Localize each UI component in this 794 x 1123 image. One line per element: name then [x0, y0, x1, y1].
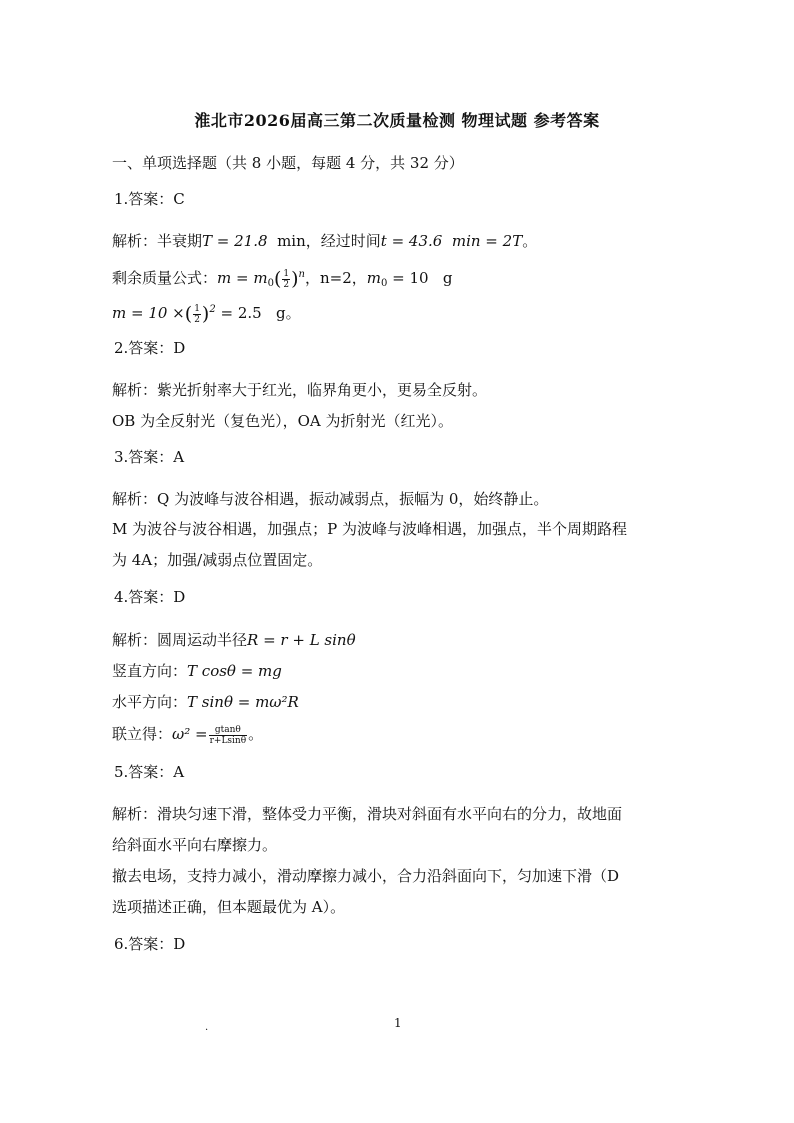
section-heading: 一、单项选择题（共 8 小题，每题 4 分，共 32 分）: [112, 154, 464, 172]
q3-explanation-line1: 解析：Q 为波峰与波谷相遇，振动减弱点，振幅为 0，始终静止。: [112, 490, 549, 508]
q5-explanation-line2: 给斜面水平向右摩擦力。: [112, 836, 278, 854]
q4-answer: 4.答案：D: [114, 588, 186, 606]
q5-explanation-line4: 选项描述正确，但本题最优为 A）。: [112, 898, 346, 916]
page-number: 1: [394, 1016, 402, 1030]
q5-explanation-line3: 撤去电场，支持力减小，滑动摩擦力减小，合力沿斜面向下，匀加速下滑（D: [112, 867, 620, 885]
q5-answer: 5.答案：A: [114, 763, 185, 781]
q4-explanation-line3: 水平方向：T sinθ = mω²R: [112, 693, 299, 711]
footer-dot: .: [205, 1022, 209, 1033]
q1-explanation-line1: 解析：半衰期T = 21.8 min，经过时间t = 43.6 min = 2T。: [112, 232, 538, 250]
fraction-half: $\frac{1}{2}$: [283, 268, 290, 290]
document-title: 淮北市2026届高三第二次质量检测 物理试题 参考答案: [194, 111, 600, 130]
q5-explanation-line1: 解析：滑块匀速下滑，整体受力平衡，滑块对斜面有水平向右的分力，故地面: [112, 805, 623, 823]
q6-answer: 6.答案：D: [114, 935, 186, 953]
q4-explanation-line2: 竖直方向：T cosθ = mg: [112, 662, 282, 680]
fraction-omega: $\frac{gtan\theta}{r+Lsin\theta}$: [209, 724, 247, 746]
fraction-half: $\frac{1}{2}$: [194, 303, 200, 325]
q2-explanation-line2: OB 为全反射光（复色光），OA 为折射光（红光）。: [112, 412, 453, 430]
q3-explanation-line3: 为 4A；加强/减弱点位置固定。: [112, 551, 323, 569]
q1-explanation-line3: m = 10 ×( $\frac{1}{2}$ )$^2$ = 2.5 g。: [112, 303, 301, 325]
q2-answer: 2.答案：D: [114, 339, 186, 357]
q1-answer: 1.答案：C: [114, 190, 185, 208]
q4-explanation-line1: 解析：圆周运动半径R = r + L sinθ: [112, 631, 356, 649]
q2-explanation-line1: 解析：紫光折射率大于红光，临界角更小，更易全反射。: [112, 381, 488, 399]
q1-explanation-line2: 剩余质量公式：$m = m_0$( $\frac{1}{2}$ )$^n$，n=2，$m_0 = 10$ g: [112, 268, 453, 290]
q3-answer: 3.答案：A: [114, 448, 185, 466]
q3-explanation-line2: M 为波谷与波谷相遇，加强点；P 为波峰与波峰相遇，加强点，半个周期路程: [112, 520, 627, 538]
q4-explanation-line4: 联立得：ω² = $\frac{gtan\theta}{r+Lsin\theta}$ 。: [112, 724, 264, 746]
